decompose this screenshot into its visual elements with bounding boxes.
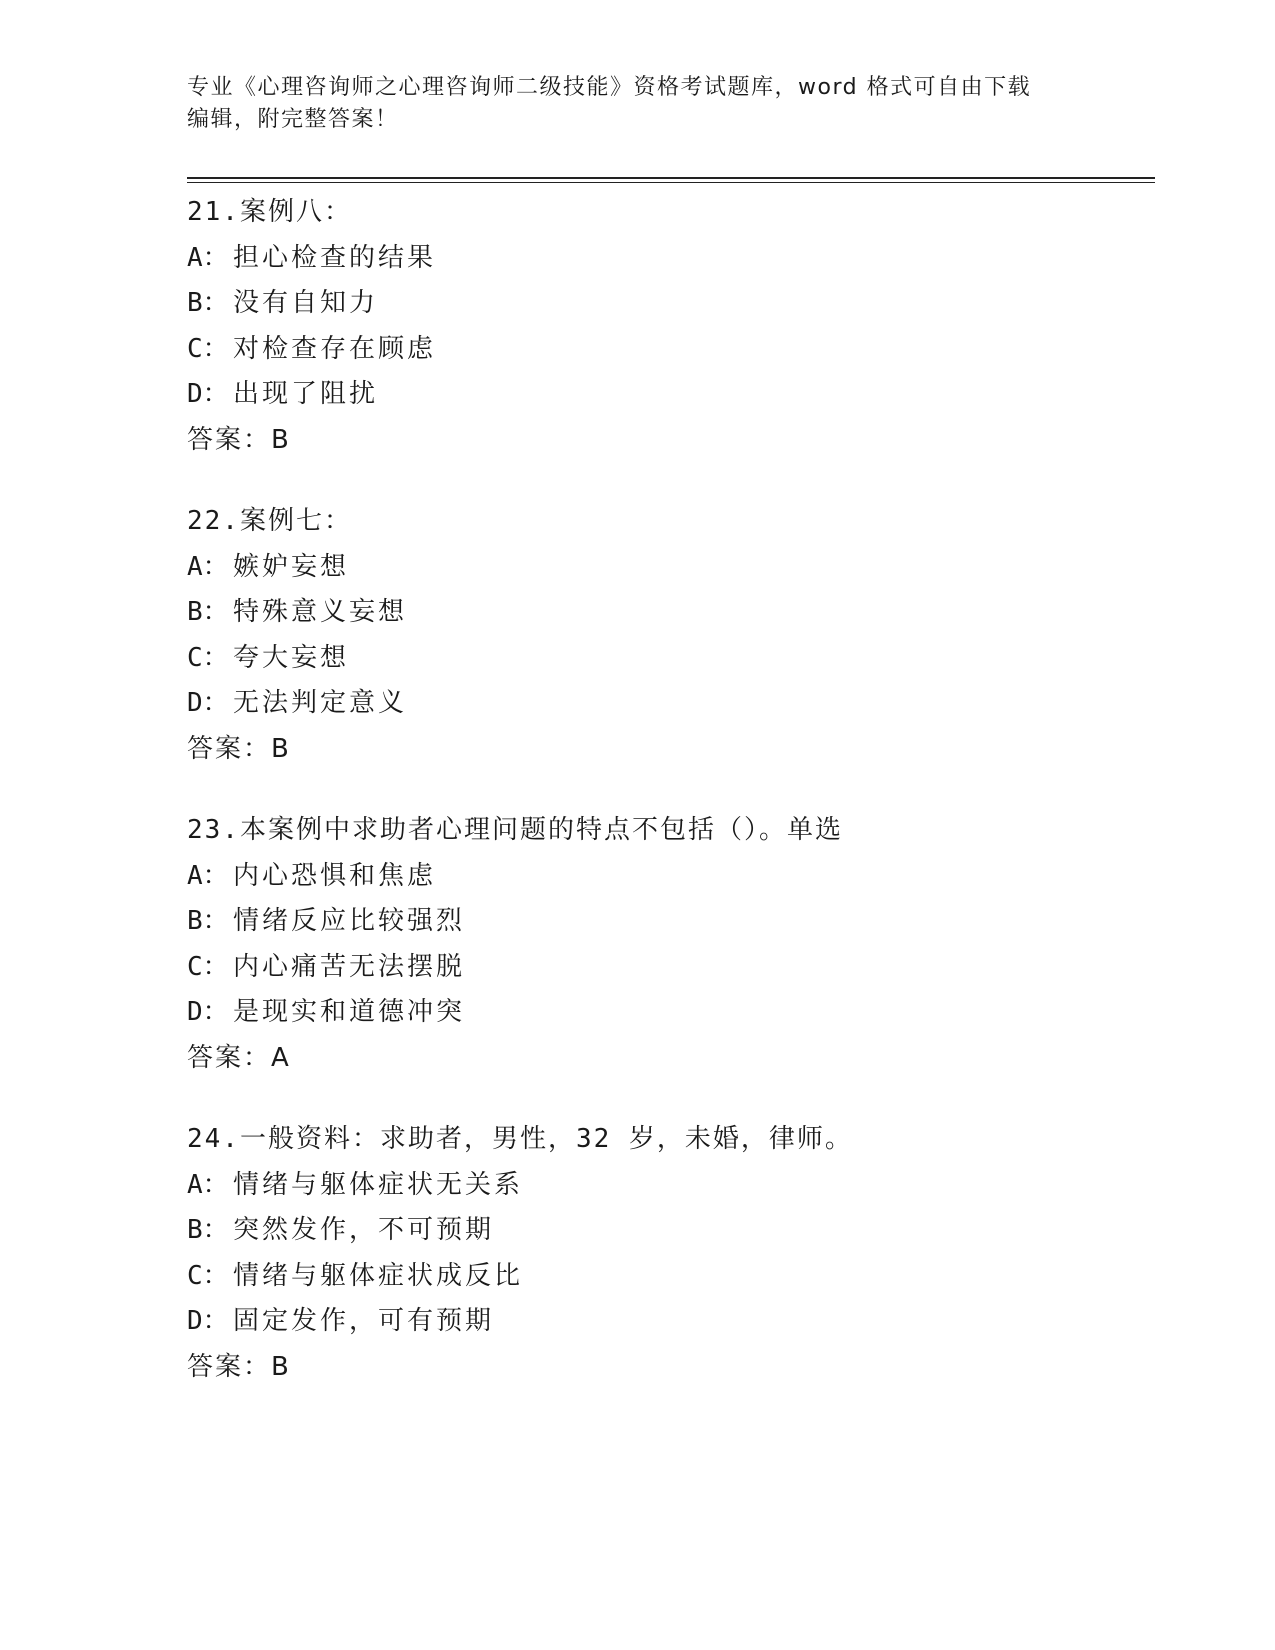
answer-line: 答案：B [187, 1351, 291, 1382]
option-d [187, 372, 1155, 418]
question-list [187, 190, 1155, 1426]
option-c [187, 945, 1155, 991]
option-b [187, 281, 1155, 327]
option-key: B： [187, 288, 229, 318]
header-line-2: 编辑，附完整答案！ [187, 107, 399, 132]
option-text: 夸大妄想 [233, 642, 350, 673]
option-c [187, 1254, 1155, 1300]
option-text: 特殊意义妄想 [233, 597, 408, 627]
option-text: 固定发作，可有预期 [233, 1306, 495, 1336]
option-key: A： [187, 860, 229, 891]
option-key: D： [187, 379, 229, 409]
option-text: 担心检查的结果 [233, 242, 437, 273]
option-key: C： [187, 1260, 229, 1291]
answer-line: 答案：A [187, 1042, 291, 1073]
option-d [187, 990, 1155, 1036]
option-b [187, 1208, 1155, 1254]
option-key: A： [187, 1169, 229, 1200]
option-key: C： [187, 951, 229, 982]
option-text: 内心恐惧和焦虑 [233, 860, 437, 891]
option-a [187, 854, 1155, 900]
option-c [187, 327, 1155, 373]
question-title: 24.一般资料：求助者，男性，32 岁，未婚，律师。 [187, 1124, 853, 1154]
option-text: 对检查存在顾虑 [233, 333, 437, 364]
answer-line: 答案：B [187, 733, 291, 764]
option-text: 情绪反应比较强烈 [233, 906, 466, 936]
option-a [187, 1163, 1155, 1209]
question-22 [187, 499, 1155, 772]
option-b [187, 899, 1155, 945]
option-text: 情绪与躯体症状无关系 [233, 1169, 524, 1200]
question-title: 22.案例七： [187, 506, 352, 536]
option-a [187, 236, 1155, 282]
answer-line: 答案：B [187, 424, 291, 455]
option-key: B： [187, 906, 229, 936]
option-key: A： [187, 551, 229, 582]
option-d [187, 1299, 1155, 1345]
option-d [187, 681, 1155, 727]
option-text: 嫉妒妄想 [233, 551, 350, 582]
option-key: D： [187, 1306, 229, 1336]
option-a [187, 545, 1155, 591]
header-line-1: 专业《心理咨询师之心理咨询师二级技能》资格考试题库，word 格式可自由下载 [187, 75, 1032, 100]
question-24 [187, 1117, 1155, 1390]
option-key: C： [187, 333, 229, 364]
header-divider-thick [187, 177, 1155, 179]
option-text: 情绪与躯体症状成反比 [233, 1260, 524, 1291]
option-text: 无法判定意义 [233, 688, 408, 718]
question-23 [187, 808, 1155, 1081]
option-key: A： [187, 242, 229, 273]
option-key: B： [187, 597, 229, 627]
option-text: 是现实和道德冲突 [233, 997, 466, 1027]
option-key: D： [187, 688, 229, 718]
option-key: D： [187, 997, 229, 1027]
header-divider-thin [187, 182, 1155, 183]
option-text: 没有自知力 [233, 288, 379, 318]
question-title: 23.本案例中求助者心理问题的特点不包括（）。单选 [187, 815, 843, 845]
question-21 [187, 190, 1155, 463]
question-title: 21.案例八： [187, 197, 352, 227]
option-text: 出现了阻扰 [233, 379, 379, 409]
option-key: B： [187, 1215, 229, 1245]
document-header [187, 72, 1067, 136]
option-text: 内心痛苦无法摆脱 [233, 951, 466, 982]
option-b [187, 590, 1155, 636]
option-key: C： [187, 642, 229, 673]
option-text: 突然发作，不可预期 [233, 1215, 495, 1245]
option-c [187, 636, 1155, 682]
